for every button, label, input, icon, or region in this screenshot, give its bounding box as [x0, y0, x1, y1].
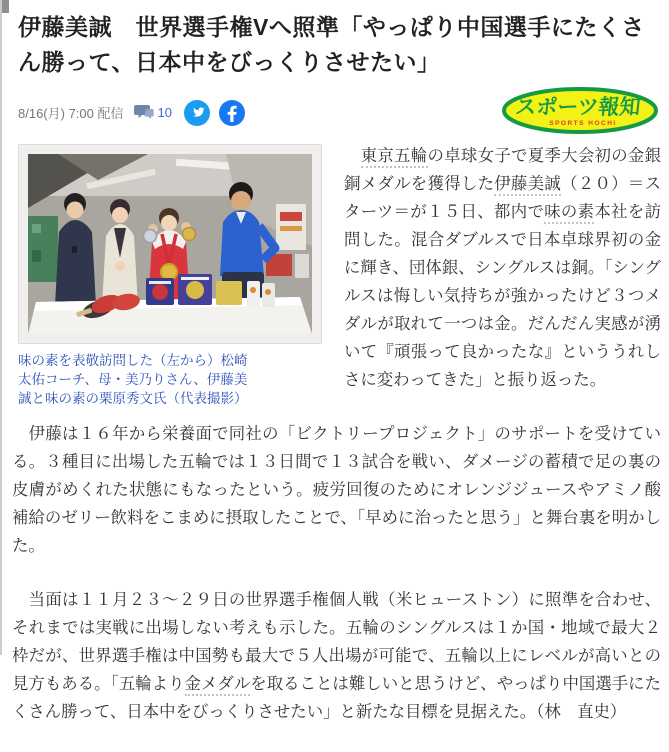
- keyword-link-gold-medal[interactable]: 金メダル: [185, 675, 251, 696]
- article-photo[interactable]: [28, 154, 312, 334]
- p2-text: 伊藤は１６年から栄養面で同社の「ビクトリープロジェクト」のサポートを受けている。３種目に出場した五輪では１３日間で１３試合を戦い、ダメージの蓄積で足の裏の皮膚がめくれた状態にもなったという。疲労回復のためにオレンジジュースやアミノ酸補給のゼリー飲料をこまめに摂取したことで、「早めに治ったと思う」と舞台裏を明かした。: [12, 425, 661, 555]
- p1-text: の卓球女子で夏季大会初の金銀銅メダルを獲得した: [344, 147, 661, 193]
- p1-text: （２０）＝スターツ＝が１５日、都内で: [344, 175, 661, 221]
- photo-frame: [18, 144, 322, 344]
- comment-count: 10: [157, 105, 172, 120]
- meta-row: [18, 89, 659, 136]
- photo-caption[interactable]: 味の素を表敬訪問した（左から）松崎太佑コーチ、母・美乃りさん、伊藤美誠と味の素の栗原秀文氏（代表撮影）: [18, 353, 248, 407]
- p1-text: 本社を訪問した。混合ダブルスで日本卓球界初の金に輝き、団体銀、シングルスは銅。「シングルスは悔しい気持ちが強かったけど３つメダルが取れて一つは金。だんだん実感が湧いて『頑張って良かったな』といううれしさに変わってきた」と振り返った。: [344, 203, 661, 389]
- publish-date: 8/16(月) 7:00 配信: [18, 106, 124, 121]
- article-figure: [18, 144, 322, 408]
- keyword-link-ajinomoto[interactable]: 味の素: [544, 203, 594, 224]
- keyword-link-mima-ito[interactable]: 伊藤美誠: [494, 175, 561, 196]
- comment-bubble-icon: [134, 104, 158, 121]
- facebook-share-button[interactable]: [219, 100, 245, 126]
- sports-hochi-logo[interactable]: [501, 87, 659, 139]
- facebook-f-icon: [219, 100, 245, 126]
- paragraph-3: [12, 586, 661, 726]
- meta-left: [18, 100, 254, 126]
- article-body: [12, 142, 661, 752]
- byline: （林 直史）: [536, 703, 627, 721]
- paragraph-2: [12, 420, 661, 560]
- twitter-bird-icon: [189, 105, 205, 121]
- p1-text: [344, 147, 361, 165]
- left-edge-line: [0, 0, 2, 655]
- twitter-share-button[interactable]: [184, 100, 210, 126]
- logo-subtitle: SPORTS HOCHI: [549, 119, 617, 127]
- p3-text: を取ることは難しいと思うけど、やっぱり中国選手にたくさん勝って、日本中をびっくりさせたい」と新たな目標を見据えた。: [12, 675, 661, 721]
- p3-text: 当面は１１月２３～２９日の世界選手権個人戦（米ヒューストン）に照準を合わせ、それまでは実戦に出場しない考えも示した。五輪のシングルスは１か国・地域で最大２枠だが、世界選手権は中国勢も最大で５人出場が可能で、五輪以上にレベルが高いとの見方もある。「五輪より: [12, 591, 661, 693]
- comments-link[interactable]: [134, 104, 172, 121]
- logo-title: スポーツ報知: [514, 93, 642, 119]
- keyword-link-tokyo-olympics[interactable]: 東京五輪: [361, 147, 428, 168]
- article-headline: 伊藤美誠 世界選手権Vへ照準「やっぱり中国選手にたくさん勝って、日本中をびっくりさせたい」: [18, 14, 645, 75]
